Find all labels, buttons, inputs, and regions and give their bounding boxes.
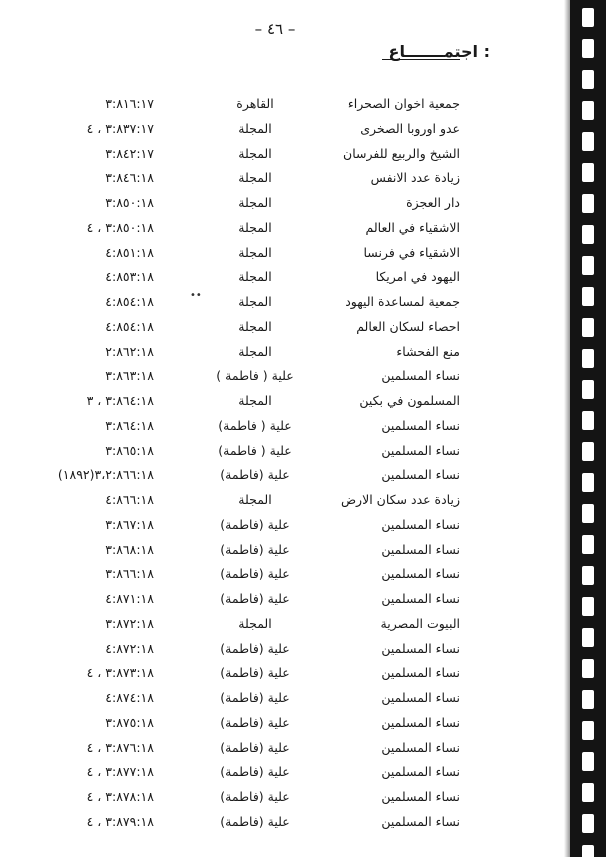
entry-reference: ٣:٨٥٠:١٨ [105, 195, 154, 210]
entry-title: الشيخ والربيع للفرسان [343, 145, 460, 161]
sprocket-hole [582, 690, 594, 709]
sprocket-hole [582, 473, 594, 492]
entry-title: زيادة عدد سكان الارض [340, 492, 460, 507]
index-entry-row [0, 294, 560, 319]
index-entry-row [0, 393, 560, 418]
entry-source: علية (فاطمة) [220, 789, 290, 804]
entry-reference: ٣:٨٧٣:١٨ ، ٤ [86, 665, 154, 681]
entry-source: علية (فاطمة) [220, 541, 290, 557]
index-entry-row [0, 789, 560, 814]
entry-source: المجلة [238, 318, 272, 334]
entry-source: المجلة [238, 615, 272, 631]
entry-source: علية (فاطمة) [220, 764, 290, 780]
entry-title: نساء المسلمين [381, 665, 460, 681]
entry-title: البيوت المصرية [380, 615, 460, 631]
sprocket-hole [582, 194, 594, 213]
index-entry-row [0, 146, 560, 171]
entry-reference: ٣:٨٦٣:١٨ [105, 368, 154, 384]
index-entry-row [0, 517, 560, 542]
index-entries [0, 96, 560, 839]
entry-title: الاشقياء في العالم [365, 219, 460, 235]
entry-source: علية (فاطمة) [220, 591, 290, 606]
index-entry-row [0, 764, 560, 789]
entry-source: علية (فاطمة) [220, 714, 290, 730]
entry-reference: ٤:٨٥٤:١٨ [105, 318, 154, 334]
entry-title: دار العجزة [406, 195, 460, 210]
entry-reference: ٣:٨٦٤:١٨ ، ٣ [86, 393, 154, 408]
entry-reference: ٣:٨٦٥:١٨ [105, 442, 154, 458]
stray-mark: •• [190, 290, 202, 301]
entry-source: المجلة [238, 343, 272, 359]
entry-source: المجلة [238, 492, 272, 507]
entry-source: علية (فاطمة) [220, 690, 290, 705]
entry-source: علية (فاطمة) [220, 739, 290, 755]
entry-title: نساء المسلمين [381, 541, 460, 557]
entry-source: المجلة [238, 195, 272, 210]
entry-reference: ٤:٨٥٤:١٨ [105, 294, 154, 309]
entry-source: المجلة [238, 120, 272, 136]
entry-title: نساء المسلمين [381, 813, 460, 829]
entry-title: جمعية اخوان الصحراء [347, 96, 460, 111]
index-entry-row [0, 269, 560, 294]
sprocket-hole [582, 163, 594, 182]
index-entry-row [0, 542, 560, 567]
entry-reference: ٤:٨٧٢:١٨ [105, 640, 154, 656]
entry-title: نساء المسلمين [381, 516, 460, 532]
entry-reference: ٣:٨١٦:١٧ [105, 96, 154, 111]
sprocket-hole [582, 318, 594, 337]
entry-title: نساء المسلمين [381, 467, 460, 483]
sprocket-hole [582, 411, 594, 430]
entry-reference: ٤:٨٥١:١٨ [105, 244, 154, 260]
entry-reference: ٣:٨٧٨:١٨ ، ٤ [86, 789, 154, 804]
entry-source: علية ( فاطمة) [218, 442, 292, 458]
sprocket-hole [582, 349, 594, 368]
entry-source: علية ( فاطمة ) [216, 368, 294, 384]
sprocket-hole [582, 535, 594, 554]
entry-source: علية (فاطمة) [220, 813, 290, 829]
entry-source: المجلة [238, 170, 272, 186]
index-entry-row [0, 418, 560, 443]
entry-reference: ٣:٨٧٥:١٨ [105, 714, 154, 730]
entry-reference: ٣:٨٤٢:١٧ [105, 145, 154, 161]
entry-source: علية (فاطمة) [220, 467, 290, 483]
index-entry-row [0, 170, 560, 195]
sprocket-hole [582, 783, 594, 802]
entry-title: جمعية لمساعدة اليهود [345, 294, 460, 309]
section-heading [350, 42, 490, 61]
index-entry-row [0, 220, 560, 245]
entry-reference: ٣:٨٧٦:١٨ ، ٤ [86, 739, 154, 755]
index-entry-row [0, 641, 560, 666]
entry-title: احصاء لسكان العالم [356, 318, 460, 334]
entry-reference: ٣:٨٧٩:١٨ ، ٤ [86, 813, 154, 829]
sprocket-hole [582, 256, 594, 275]
sprocket-hole [582, 814, 594, 833]
entry-reference: ٣:٨٦٦:١٨ [105, 566, 154, 582]
entry-title: نساء المسلمين [381, 640, 460, 656]
microfilm-strip [570, 0, 606, 857]
entry-reference: ٣:٨٤٦:١٨ [105, 170, 154, 186]
sprocket-hole [582, 132, 594, 151]
entry-reference: ٢:٨٦٢:١٨ [105, 343, 154, 359]
entry-title: زيادة عدد الانفس [370, 170, 460, 186]
sprocket-hole [582, 225, 594, 244]
index-entry-row [0, 245, 560, 270]
index-entry-row [0, 319, 560, 344]
index-entry-row [0, 665, 560, 690]
entry-source: علية ( فاطمة) [218, 417, 292, 433]
sprocket-hole [582, 70, 594, 89]
entry-source: علية (فاطمة) [220, 566, 290, 582]
sprocket-hole [582, 380, 594, 399]
index-entry-row [0, 492, 560, 517]
index-entry-row [0, 195, 560, 220]
section-heading-text: اجتمـــــــاع : [388, 42, 490, 61]
sprocket-hole [582, 628, 594, 647]
sprocket-hole [582, 287, 594, 306]
entry-title: اليهود في امريكا [375, 269, 460, 285]
sprocket-hole [582, 442, 594, 461]
entry-source: القاهرة [236, 96, 274, 111]
sprocket-hole [582, 504, 594, 523]
index-entry-row [0, 814, 560, 839]
entry-reference: ٤:٨٧١:١٨ [105, 591, 154, 606]
index-entry-row [0, 616, 560, 641]
index-entry-row [0, 467, 560, 492]
index-entry-row [0, 566, 560, 591]
entry-source: علية (فاطمة) [220, 665, 290, 681]
index-entry-row [0, 344, 560, 369]
entry-title: عدو اوروبا الصخرى [360, 120, 460, 136]
sprocket-hole [582, 566, 594, 585]
sprocket-hole [582, 845, 594, 864]
index-entry-row [0, 121, 560, 146]
index-entry-row [0, 690, 560, 715]
entry-title: نساء المسلمين [381, 739, 460, 755]
entry-source: علية (فاطمة) [220, 640, 290, 656]
index-entry-row [0, 715, 560, 740]
heading-underline [382, 59, 460, 60]
entry-title: المسلمون في بكين [359, 393, 460, 408]
entry-reference: ٤:٨٧٤:١٨ [105, 690, 154, 705]
sprocket-hole [582, 101, 594, 120]
index-entry-row [0, 443, 560, 468]
sprocket-hole [582, 659, 594, 678]
entry-reference: ٣،٢:٨٦٦:١٨(١٨٩٢) [57, 467, 154, 483]
page-number: – ٤٦ – [254, 20, 296, 38]
entry-title: نساء المسلمين [381, 417, 460, 433]
entry-title: الاشقياء في فرنسا [363, 244, 460, 260]
entry-title: منع الفحشاء [396, 343, 460, 359]
entry-source: المجلة [238, 393, 272, 408]
entry-title: نساء المسلمين [381, 591, 460, 606]
index-entry-row [0, 591, 560, 616]
entry-source: المجلة [238, 145, 272, 161]
entry-reference: ٣:٨٥٠:١٨ ، ٤ [86, 219, 154, 235]
entry-source: المجلة [238, 294, 272, 309]
sprocket-hole [582, 752, 594, 771]
entry-title: نساء المسلمين [381, 442, 460, 458]
entry-reference: ٣:٨٧٢:١٨ [105, 615, 154, 631]
entry-reference: ٣:٨٧٧:١٨ ، ٤ [86, 764, 154, 780]
index-entry-row [0, 740, 560, 765]
entry-reference: ٣:٨٦٨:١٨ [105, 541, 154, 557]
entry-reference: ٣:٨٣٧:١٧ ، ٤ [86, 120, 154, 136]
entry-title: نساء المسلمين [381, 714, 460, 730]
entry-source: المجلة [238, 244, 272, 260]
entry-title: نساء المسلمين [381, 368, 460, 384]
sprocket-hole [582, 8, 594, 27]
entry-reference: ٤:٨٥٣:١٨ [105, 269, 154, 285]
entry-source: علية (فاطمة) [220, 516, 290, 532]
entry-title: نساء المسلمين [381, 764, 460, 780]
sprocket-hole [582, 597, 594, 616]
index-entry-row [0, 96, 560, 121]
entry-title: نساء المسلمين [381, 789, 460, 804]
entry-source: المجلة [238, 219, 272, 235]
sprocket-hole [582, 721, 594, 740]
entry-reference: ٤:٨٦٦:١٨ [105, 492, 154, 507]
entry-reference: ٣:٨٦٧:١٨ [105, 516, 154, 532]
entry-title: نساء المسلمين [381, 566, 460, 582]
index-entry-row [0, 368, 560, 393]
entry-source: المجلة [238, 269, 272, 285]
sprocket-hole [582, 39, 594, 58]
entry-title: نساء المسلمين [381, 690, 460, 705]
entry-reference: ٣:٨٦٤:١٨ [105, 417, 154, 433]
